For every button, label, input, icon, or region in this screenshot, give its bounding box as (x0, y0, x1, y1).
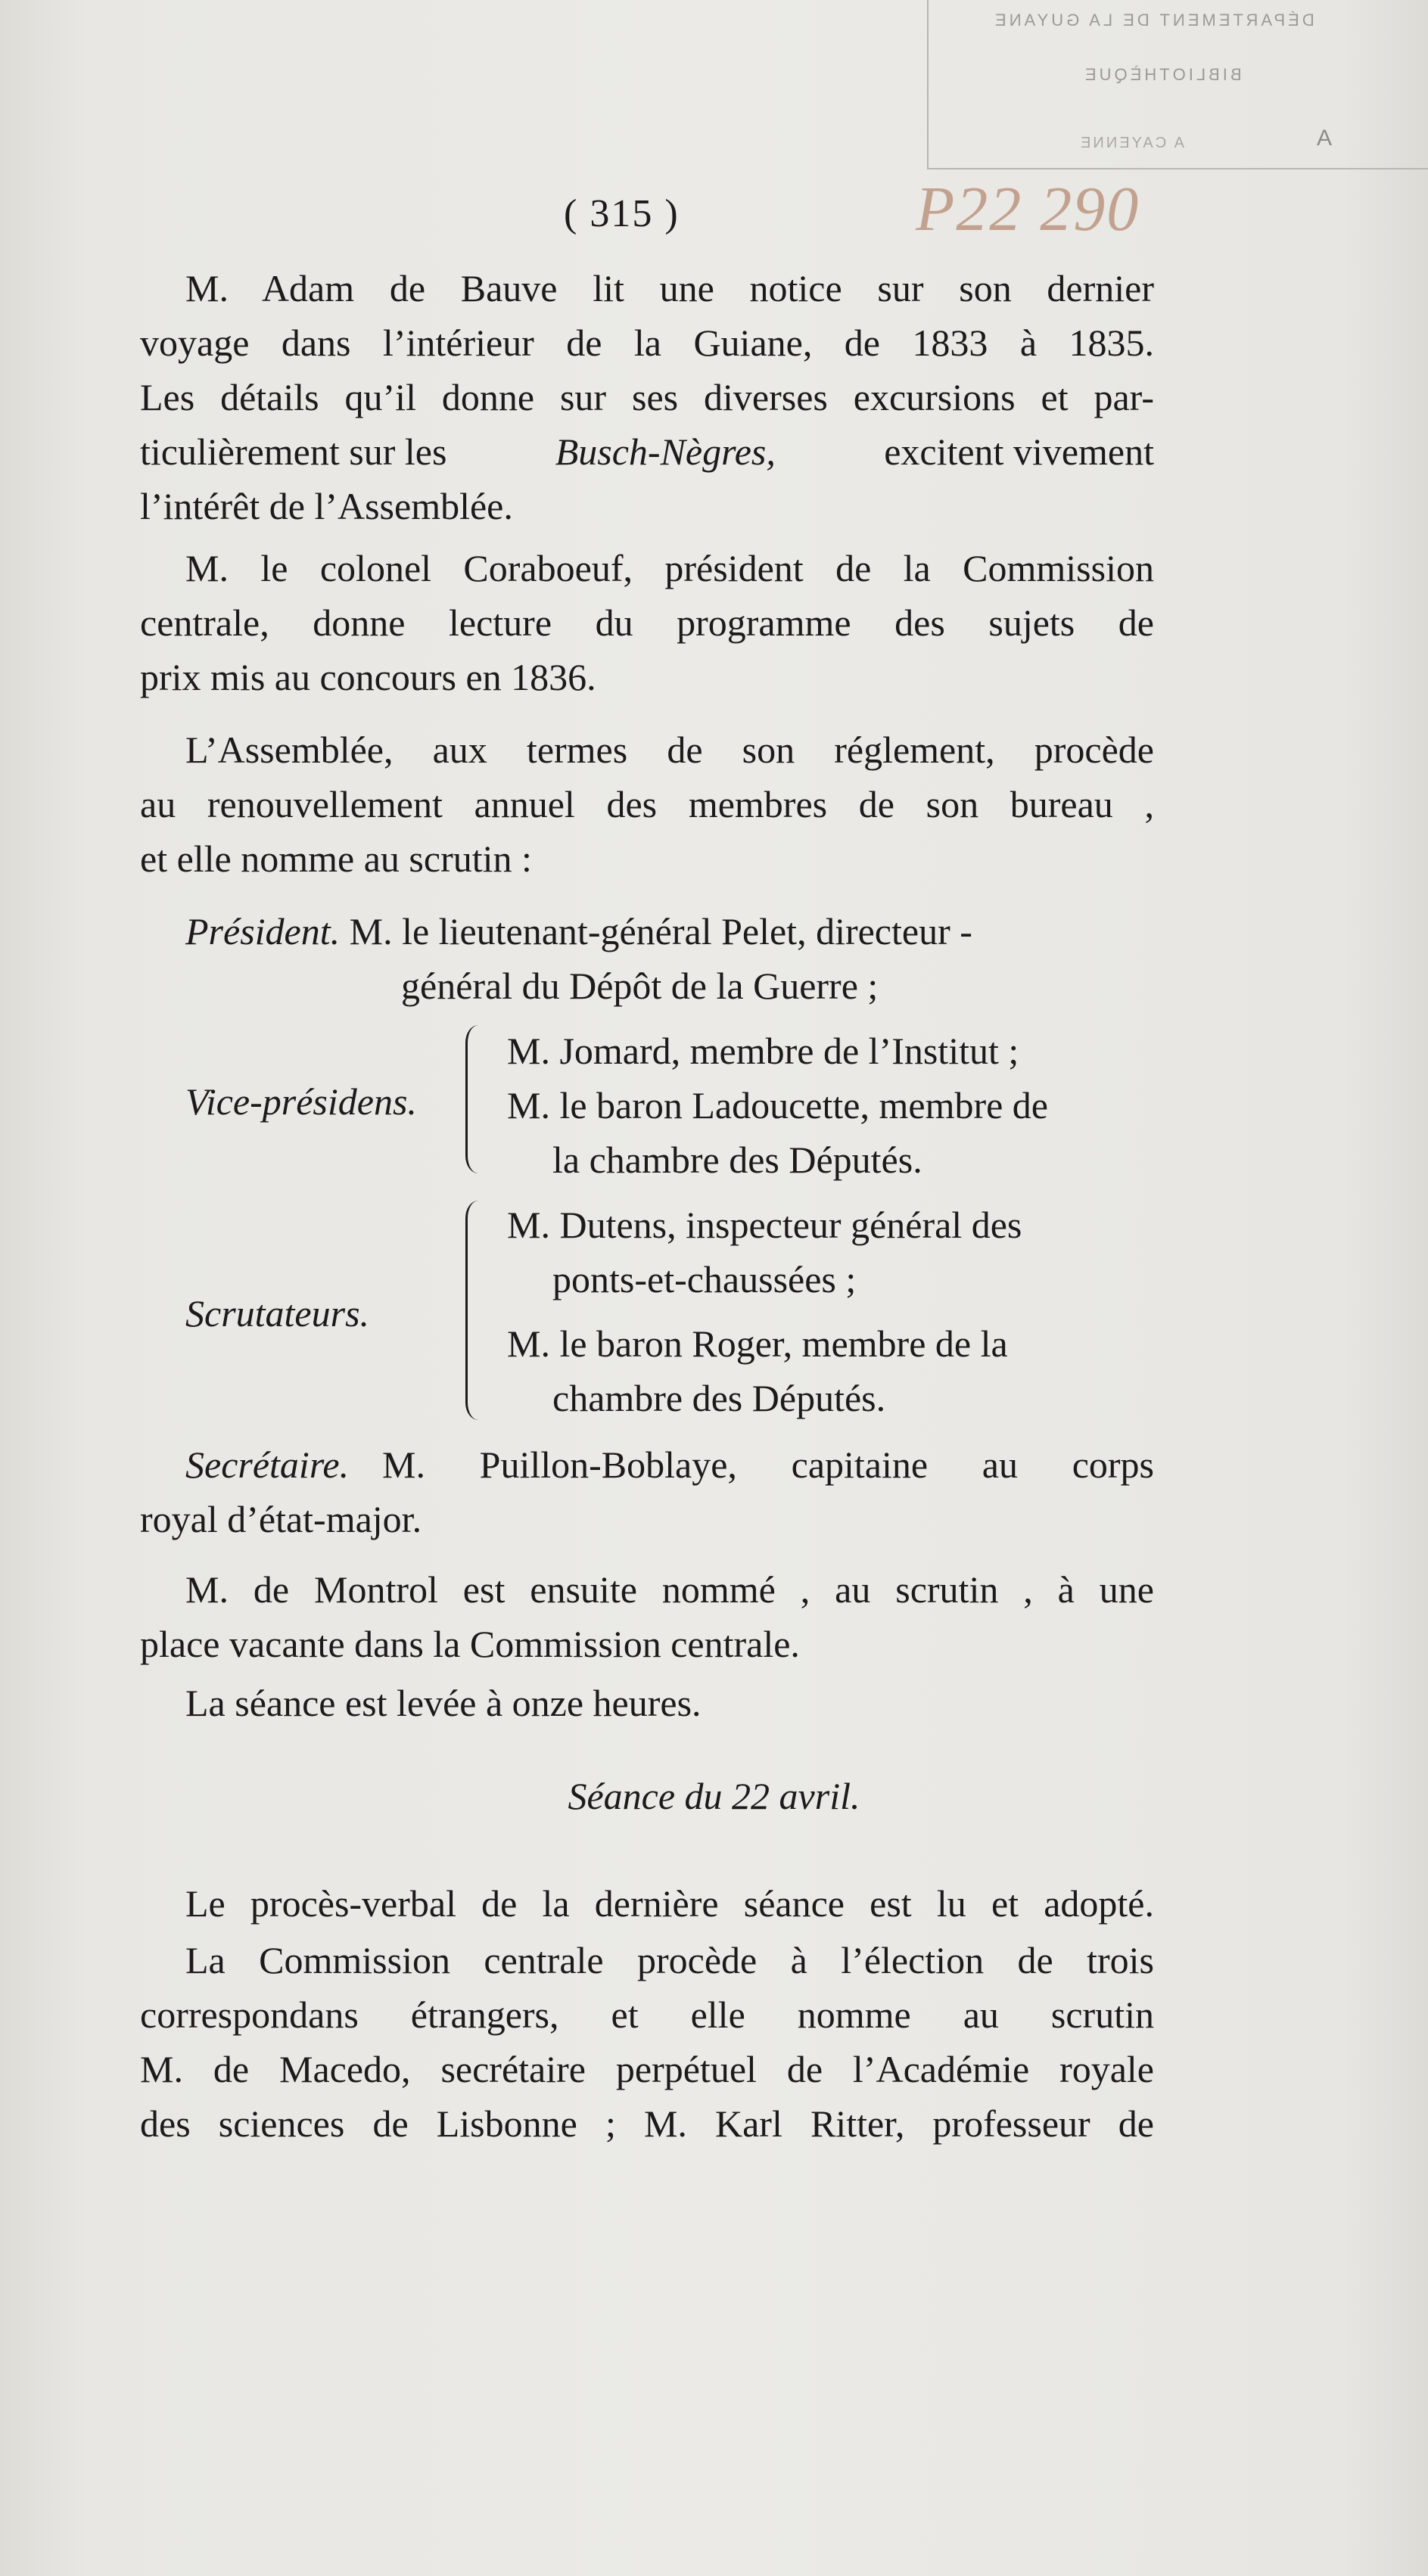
stamp-text-library: BIBLIOTHÈQUE (1082, 65, 1242, 84)
text-line: centrale, donne lecture du programme des sujets de (140, 601, 1154, 644)
secretaire-line: M. Puillon-Boblaye, capitaine au corps (382, 1443, 1154, 1486)
scrutateurs-brace (465, 1201, 478, 1420)
text-line: des sciences de Lisbonne ; M. Karl Ritter, professeur de (140, 2102, 1154, 2145)
text-line: M. le colonel Coraboeuf, président de la Commission (185, 547, 1154, 589)
stamp-border-bottom (927, 168, 1428, 169)
vice-presidents-label: Vice-présidens. (185, 1080, 417, 1123)
text-line: M. de Macedo, secrétaire perpétuel de l’Académie royale (140, 2048, 1154, 2090)
text-line: La Commission centrale procède à l’élection de trois (185, 1939, 1154, 1981)
stamp-border-left (927, 0, 929, 168)
stamp-text-department: DÉPARTEMENT DE LA GUYANE (992, 11, 1314, 30)
scrutateur-line: M. le baron Roger, membre de la (507, 1322, 1008, 1365)
text-segment-italic: Busch-Nègres, (555, 430, 776, 473)
scrutateur-line: chambre des Députés. (552, 1377, 886, 1419)
scrutateurs-label: Scrutateurs. (185, 1292, 370, 1335)
section-heading: Séance du 22 avril. (568, 1775, 860, 1817)
text-segment: excitent vivement (884, 430, 1154, 473)
text-line: L’Assemblée, aux termes de son réglement, procède (185, 729, 1154, 771)
secretaire-entry (185, 1437, 1154, 1492)
text-line: M. de Montrol est ensuite nommé , au scrutin , à une (185, 1568, 1154, 1611)
vice-president-line: M. Jomard, membre de l’Institut ; (507, 1030, 1019, 1072)
stamp-text-city: A CAYENNE (1078, 135, 1184, 151)
text-line: et elle nomme au scrutin : (140, 837, 532, 880)
scrutateur-line: M. Dutens, inspecteur général des (507, 1204, 1022, 1246)
secretaire-label: Secrétaire. (185, 1443, 350, 1486)
text-line: M. Adam de Bauve lit une notice sur son dernier (185, 267, 1154, 309)
vice-president-line: la chambre des Députés. (552, 1139, 922, 1181)
scrutateur-line: ponts-et-chaussées ; (552, 1258, 857, 1300)
text-line: La séance est levée à onze heures. (185, 1682, 702, 1724)
text-line: correspondans étrangers, et elle nomme au scrutin (140, 1993, 1154, 2036)
text-segment: ticulièrement sur les (140, 430, 447, 473)
secretaire-line-continued: royal d’état-major. (140, 1498, 422, 1540)
text-line: Le procès-verbal de la dernière séance est lu et adopté. (185, 1882, 1154, 1925)
page-number: ( 315 ) (564, 192, 680, 235)
vice-president-line: M. le baron Ladoucette, membre de (507, 1084, 1048, 1126)
text-line: l’intérêt de l’Assemblée. (140, 485, 513, 527)
text-line: au renouvellement annuel des membres de son bureau , (140, 783, 1154, 825)
president-label: Président. (185, 910, 341, 952)
president-line: M. le lieutenant-général Pelet, directeur - (349, 910, 972, 952)
text-line: prix mis au concours en 1836. (140, 656, 596, 698)
stamp-letter: A (1317, 126, 1333, 151)
president-line-continued: général du Dépôt de la Guerre ; (401, 965, 879, 1007)
handwritten-shelfmark: P22 290 (916, 174, 1140, 244)
vice-presidents-brace (465, 1025, 478, 1173)
library-stamp (927, 0, 1428, 174)
text-line (140, 424, 1154, 479)
president-entry (185, 904, 972, 959)
text-line: Les détails qu’il donne sur ses diverses excursions et par- (140, 376, 1154, 418)
text-line: voyage dans l’intérieur de la Guiane, de 1833 à 1835. (140, 322, 1154, 364)
text-line: place vacante dans la Commission centrale. (140, 1623, 800, 1665)
